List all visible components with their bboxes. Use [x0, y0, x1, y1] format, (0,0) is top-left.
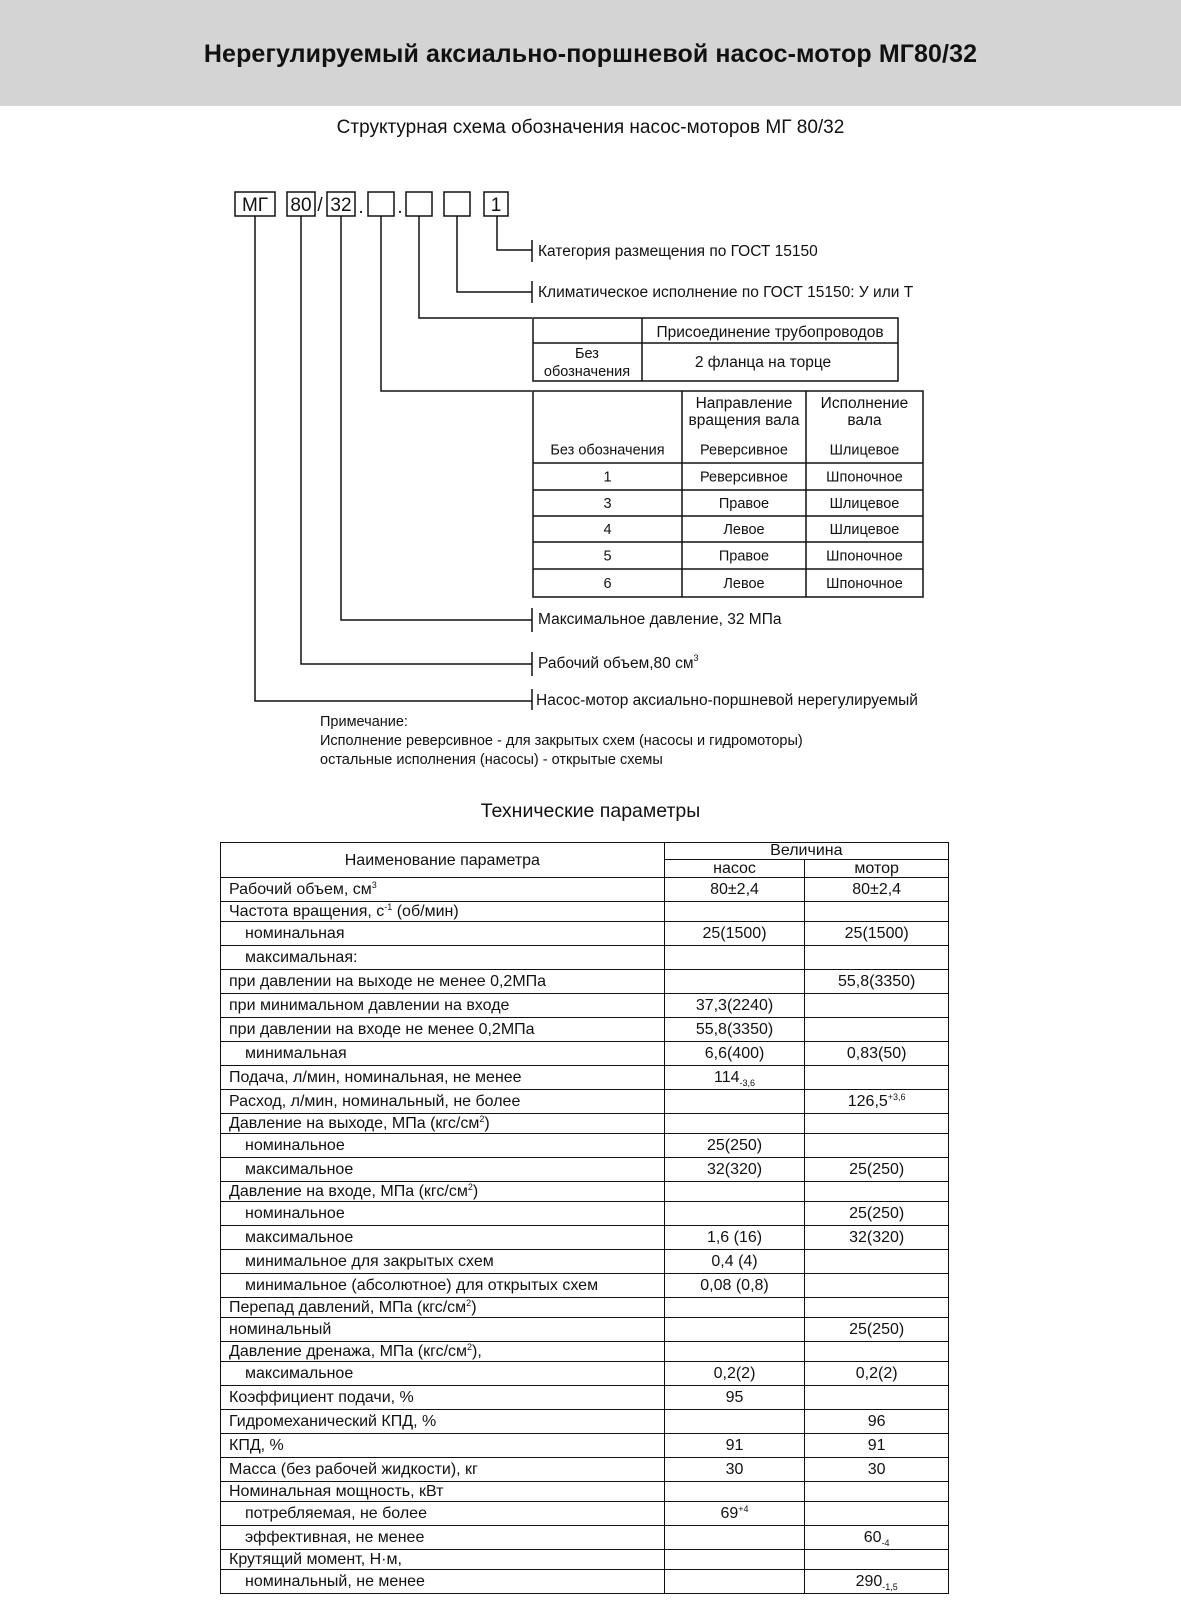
param-pump-value	[664, 946, 805, 970]
param-motor-value	[805, 1114, 949, 1134]
value-text: 80±2,4	[852, 881, 902, 898]
param-name-tail: )	[472, 1183, 479, 1200]
leader-volume	[301, 216, 532, 664]
param-motor-value	[805, 1318, 949, 1342]
table-row	[221, 1362, 949, 1386]
exec-table-cell: Шпоночное	[826, 548, 903, 565]
param-pump-value	[664, 1250, 805, 1274]
exec-table-header: Исполнение	[820, 395, 909, 412]
table-row	[221, 1090, 949, 1114]
param-pump-value	[664, 1362, 805, 1386]
param-motor-value	[805, 1410, 949, 1434]
param-name-text: минимальное для закрытых схем	[245, 1253, 494, 1270]
table-row	[221, 1458, 949, 1482]
param-name	[221, 1134, 665, 1158]
value-text: 25(1500)	[702, 925, 767, 942]
value-text: 25(250)	[849, 1321, 905, 1338]
header-name: Наименование параметра	[221, 843, 665, 878]
value-text: 30	[725, 1461, 744, 1478]
table-row	[221, 1298, 949, 1318]
table-row	[221, 1134, 949, 1158]
param-name	[221, 946, 665, 970]
param-name-sup: 2	[466, 1298, 472, 1308]
param-pump-value	[664, 902, 805, 922]
exec-table-cell: Правое	[718, 496, 770, 512]
param-motor-value	[805, 1250, 949, 1274]
table-row	[221, 1226, 949, 1250]
param-motor-value	[805, 1362, 949, 1386]
param-pump-value	[664, 1134, 805, 1158]
value-text: 0,08 (0,8)	[700, 1277, 769, 1294]
header-motor: мотор	[805, 860, 949, 878]
param-motor-value	[805, 1526, 949, 1550]
param-motor-value	[805, 994, 949, 1018]
table-row	[221, 1526, 949, 1550]
table-row	[221, 1502, 949, 1526]
label-volume	[538, 653, 699, 672]
value-text: 126,5	[847, 1093, 888, 1110]
exec-table-header: Направление	[695, 395, 793, 412]
param-name	[221, 1550, 665, 1570]
param-name-text: при минимальном давлении на входе	[229, 997, 510, 1014]
value-text: 25(250)	[849, 1161, 905, 1178]
param-motor-value	[805, 902, 949, 922]
param-pump-value	[664, 1274, 805, 1298]
param-name-text: Коэффициент подачи, %	[229, 1389, 414, 1406]
table-row	[221, 902, 949, 922]
code-box-climate	[444, 192, 470, 216]
table-row	[221, 994, 949, 1018]
param-name	[221, 1202, 665, 1226]
param-name-text: минимальная	[245, 1045, 347, 1062]
value-text: 25(250)	[706, 1137, 763, 1154]
param-name-text: номинальное	[245, 1137, 345, 1154]
param-motor-value	[805, 1090, 949, 1114]
param-name-sup: 2	[467, 1342, 473, 1352]
value-text: 37,3(2240)	[695, 997, 774, 1014]
header-pump: насос	[664, 860, 805, 878]
value-text: 6,6(400)	[704, 1045, 765, 1062]
note-line-2: остальные исполнения (насосы) - открытые схемы	[320, 752, 663, 768]
param-name	[221, 1434, 665, 1458]
param-name-text: Подача, л/мин, номинальная, не менее	[229, 1069, 522, 1086]
exec-table-cell: 5	[603, 548, 612, 565]
param-pump-value	[664, 1526, 805, 1550]
param-motor-value	[805, 1202, 949, 1226]
param-pump-value	[664, 1298, 805, 1318]
param-name-text: при давлении на входе не менее 0,2МПа	[229, 1021, 535, 1038]
param-pump-value	[664, 1114, 805, 1134]
exec-table-cell: Шлицевое	[829, 522, 900, 538]
value-tolerance: -3,6	[739, 1078, 756, 1088]
label-volume-sup: 3	[693, 653, 699, 663]
param-motor-value	[805, 1342, 949, 1362]
param-motor-value	[805, 1298, 949, 1318]
param-name	[221, 1226, 665, 1250]
value-text: 95	[725, 1389, 744, 1406]
value-text: 55,8(3350)	[695, 1021, 774, 1038]
param-name-text: Давление дренажа, МПа (кгс/см	[229, 1343, 468, 1360]
param-pump-value	[664, 1502, 805, 1526]
param-name	[221, 1386, 665, 1410]
value-tolerance: +3,6	[887, 1092, 906, 1102]
param-name	[221, 970, 665, 994]
value-text: 290	[855, 1573, 883, 1590]
param-name-text: Масса (без рабочей жидкости), кг	[229, 1461, 478, 1478]
table-row	[221, 970, 949, 994]
exec-table-cell: Шпоночное	[826, 469, 903, 486]
value-tolerance: +4	[738, 1504, 749, 1514]
param-name-text: Расход, л/мин, номинальный, не более	[229, 1093, 521, 1110]
exec-table-cell: 4	[603, 522, 612, 538]
param-name	[221, 1526, 665, 1550]
param-motor-value	[805, 946, 949, 970]
param-pump-value	[664, 1318, 805, 1342]
designation-scheme	[0, 0, 1181, 710]
code-box-pressure-text: 32	[330, 195, 352, 216]
value-text: 91	[725, 1437, 744, 1454]
param-name-text: Гидромеханический КПД, %	[229, 1413, 437, 1430]
param-motor-value	[805, 1066, 949, 1090]
param-motor-value	[805, 1570, 949, 1594]
value-text: 25(250)	[849, 1205, 905, 1222]
value-tolerance: -4	[881, 1538, 890, 1548]
param-pump-value	[664, 1434, 805, 1458]
value-text: 114	[714, 1069, 740, 1086]
param-pump-value	[664, 1226, 805, 1250]
exec-table-cell: Правое	[718, 548, 770, 565]
note-heading: Примечание:	[320, 714, 408, 730]
param-pump-value	[664, 1090, 805, 1114]
page-title: Нерегулируемый аксиально-поршневой насос-мотор МГ80/32	[203, 40, 978, 68]
param-name-sup: -1	[384, 902, 393, 912]
param-name	[221, 902, 665, 922]
param-name-sup: 3	[371, 880, 377, 890]
param-name-sup: 2	[467, 1182, 473, 1192]
exec-table-cell: Левое	[723, 522, 765, 538]
param-name-text: эффективная, не менее	[245, 1529, 425, 1546]
param-pump-value	[664, 878, 805, 902]
exec-table-cell: Левое	[723, 576, 765, 592]
param-name-text: потребляемая, не более	[245, 1505, 427, 1522]
param-pump-value	[664, 1202, 805, 1226]
value-text: 69	[720, 1505, 739, 1522]
label-volume-text: Рабочий объем,80 см	[538, 655, 694, 672]
value-text: 80±2,4	[710, 881, 759, 898]
exec-table-cell: Реверсивное	[700, 442, 788, 459]
table-row	[221, 1434, 949, 1458]
param-motor-value	[805, 922, 949, 946]
param-name	[221, 1502, 665, 1526]
table-row	[221, 1550, 949, 1570]
param-pump-value	[664, 994, 805, 1018]
table-row	[221, 878, 949, 902]
param-name-tail: )	[484, 1115, 490, 1132]
pipe-table-code-1: Без	[575, 346, 599, 362]
param-name-text: Номинальная мощность, кВт	[229, 1483, 444, 1500]
value-text: 96	[867, 1413, 886, 1430]
param-pump-value	[664, 1386, 805, 1410]
table-row	[221, 1182, 949, 1202]
param-name-text: максимальная:	[245, 949, 358, 966]
code-box-volume-text: 80	[290, 195, 312, 216]
param-name-text: КПД, %	[229, 1437, 284, 1454]
param-name	[221, 1482, 665, 1502]
label-pressure: Максимальное давление, 32 МПа	[538, 611, 782, 628]
param-motor-value	[805, 1550, 949, 1570]
table-row	[221, 1570, 949, 1594]
param-name-tail: )	[471, 1299, 477, 1316]
code-box-mg-text: МГ	[241, 195, 269, 216]
param-name	[221, 994, 665, 1018]
exec-table-header: вала	[847, 412, 882, 429]
pipe-table-header: Присоединение трубопроводов	[656, 324, 884, 341]
param-name-text: номинальная	[245, 925, 345, 942]
table-row	[221, 1018, 949, 1042]
code-separator-slash: /	[317, 195, 323, 216]
param-pump-value	[664, 1342, 805, 1362]
param-pump-value	[664, 1458, 805, 1482]
leader-motor	[255, 216, 532, 701]
tech-params-title: Технические параметры	[480, 800, 701, 822]
value-text: 0,2(2)	[855, 1365, 898, 1382]
pipe-table-code-2: обозначения	[543, 364, 631, 380]
param-motor-value	[805, 1502, 949, 1526]
exec-table-cell: Шпоночное	[826, 576, 903, 592]
table-row	[221, 1114, 949, 1134]
param-name	[221, 1274, 665, 1298]
param-name	[221, 1066, 665, 1090]
param-motor-value	[805, 970, 949, 994]
param-pump-value	[664, 1182, 805, 1202]
code-box-connection	[406, 192, 432, 216]
param-motor-value	[805, 1274, 949, 1298]
param-pump-value	[664, 1570, 805, 1594]
value-text: 0,2(2)	[713, 1365, 756, 1382]
param-name-text: номинальное	[245, 1205, 345, 1222]
table-header-row	[221, 843, 949, 860]
param-pump-value	[664, 922, 805, 946]
param-pump-value	[664, 1482, 805, 1502]
table-body	[221, 878, 949, 1594]
exec-table-cell: Реверсивное	[700, 469, 788, 486]
pipe-table-value: 2 фланца на торце	[694, 354, 832, 371]
value-text: 1,6 (16)	[706, 1229, 763, 1246]
param-name	[221, 922, 665, 946]
param-name	[221, 1182, 665, 1202]
param-name-text: Рабочий объем, см	[229, 881, 372, 898]
leader-climate	[457, 216, 532, 292]
param-name	[221, 1362, 665, 1386]
param-name-text: максимальное	[245, 1229, 354, 1246]
exec-table-header: вращения вала	[688, 412, 800, 429]
table-row	[221, 946, 949, 970]
value-tolerance: -1,5	[882, 1582, 898, 1592]
param-motor-value	[805, 1226, 949, 1250]
param-name	[221, 1042, 665, 1066]
param-name-sup: 2	[479, 1114, 485, 1124]
param-motor-value	[805, 1182, 949, 1202]
table-row	[221, 1066, 949, 1090]
exec-table-cell: Шлицевое	[829, 442, 900, 459]
table-row	[221, 1202, 949, 1226]
param-pump-value	[664, 1066, 805, 1090]
value-text: 0,83(50)	[846, 1045, 907, 1062]
param-motor-value	[805, 1134, 949, 1158]
note-line-1: Исполнение реверсивное - для закрытых схем (насосы и гидромоторы)	[320, 733, 803, 749]
label-climate: Климатическое исполнение по ГОСТ 15150: У или Т	[538, 284, 914, 301]
param-name	[221, 1158, 665, 1182]
param-name-text: номинальный	[229, 1321, 332, 1338]
param-name	[221, 1250, 665, 1274]
param-motor-value	[805, 1018, 949, 1042]
table-row	[221, 1042, 949, 1066]
exec-table-cell: 1	[603, 469, 612, 486]
param-name-text: Давление на входе, МПа (кгс/см	[229, 1183, 468, 1200]
param-pump-value	[664, 1042, 805, 1066]
tech-params-table	[220, 842, 949, 1594]
param-name	[221, 1114, 665, 1134]
leader-connection	[419, 216, 532, 318]
table-row	[221, 1342, 949, 1362]
param-name-tail: (об/мин)	[392, 903, 459, 920]
param-name	[221, 1458, 665, 1482]
value-text: 60	[863, 1529, 882, 1546]
param-name-text: при давлении на выходе не менее 0,2МПа	[229, 973, 547, 990]
param-name-tail: ),	[472, 1343, 482, 1360]
param-name-text: Частота вращения, с	[229, 903, 385, 920]
param-name-text: максимальное	[245, 1365, 354, 1382]
param-motor-value	[805, 1458, 949, 1482]
exec-table-cell: Шлицевое	[829, 496, 900, 512]
param-motor-value	[805, 1042, 949, 1066]
param-pump-value	[664, 1158, 805, 1182]
param-motor-value	[805, 878, 949, 902]
table-row	[221, 1158, 949, 1182]
param-name-text: минимальное (абсолютное) для открытых схем	[245, 1277, 599, 1294]
param-pump-value	[664, 970, 805, 994]
scheme-title: Структурная схема обозначения насос-моторов МГ 80/32	[336, 117, 845, 138]
table-row	[221, 1318, 949, 1342]
value-text: 32(320)	[849, 1229, 905, 1246]
param-name	[221, 1410, 665, 1434]
exec-table-cell: 6	[603, 576, 612, 592]
code-box-category-text: 1	[490, 195, 502, 216]
param-name-text: Крутящий момент, Н·м,	[229, 1551, 402, 1568]
table-row	[221, 1482, 949, 1502]
param-name-text: Перепад давлений, МПа (кгс/см	[229, 1299, 467, 1316]
table-row	[221, 1386, 949, 1410]
param-name	[221, 1298, 665, 1318]
param-pump-value	[664, 1410, 805, 1434]
table-row	[221, 922, 949, 946]
param-name	[221, 878, 665, 902]
leader-category	[497, 216, 532, 250]
table-row	[221, 1274, 949, 1298]
param-name	[221, 1570, 665, 1594]
param-name	[221, 1342, 665, 1362]
param-motor-value	[805, 1482, 949, 1502]
param-name-text: максимальное	[245, 1161, 354, 1178]
param-name	[221, 1090, 665, 1114]
param-name-text: Давление на выходе, МПа (кгс/см	[229, 1115, 480, 1132]
param-name-text: номинальный, не менее	[245, 1573, 425, 1590]
param-pump-value	[664, 1018, 805, 1042]
value-text: 25(1500)	[844, 925, 909, 942]
label-motor: Насос-мотор аксиально-поршневой нерегулируемый	[536, 692, 918, 709]
execution-table	[533, 391, 923, 597]
value-text: 32(320)	[706, 1161, 763, 1178]
header-value: Величина	[664, 843, 948, 860]
value-text: 55,8(3350)	[837, 973, 916, 990]
value-text: 91	[867, 1437, 886, 1454]
code-separator-dot-2: .	[397, 197, 403, 218]
value-text: 0,4 (4)	[711, 1253, 758, 1270]
param-motor-value	[805, 1386, 949, 1410]
param-name	[221, 1318, 665, 1342]
param-name	[221, 1018, 665, 1042]
param-motor-value	[805, 1434, 949, 1458]
table-row	[221, 1410, 949, 1434]
exec-table-cell: 3	[603, 496, 612, 512]
value-text: 30	[867, 1461, 886, 1478]
code-box-execution	[368, 192, 394, 216]
leader-pressure	[341, 216, 532, 620]
note	[320, 713, 803, 770]
code-separator-dot-1: .	[358, 197, 364, 218]
param-pump-value	[664, 1550, 805, 1570]
param-motor-value	[805, 1158, 949, 1182]
label-category: Категория размещения по ГОСТ 15150	[538, 243, 818, 260]
exec-table-cell: Без обозначения	[550, 442, 665, 459]
table-row	[221, 1250, 949, 1274]
